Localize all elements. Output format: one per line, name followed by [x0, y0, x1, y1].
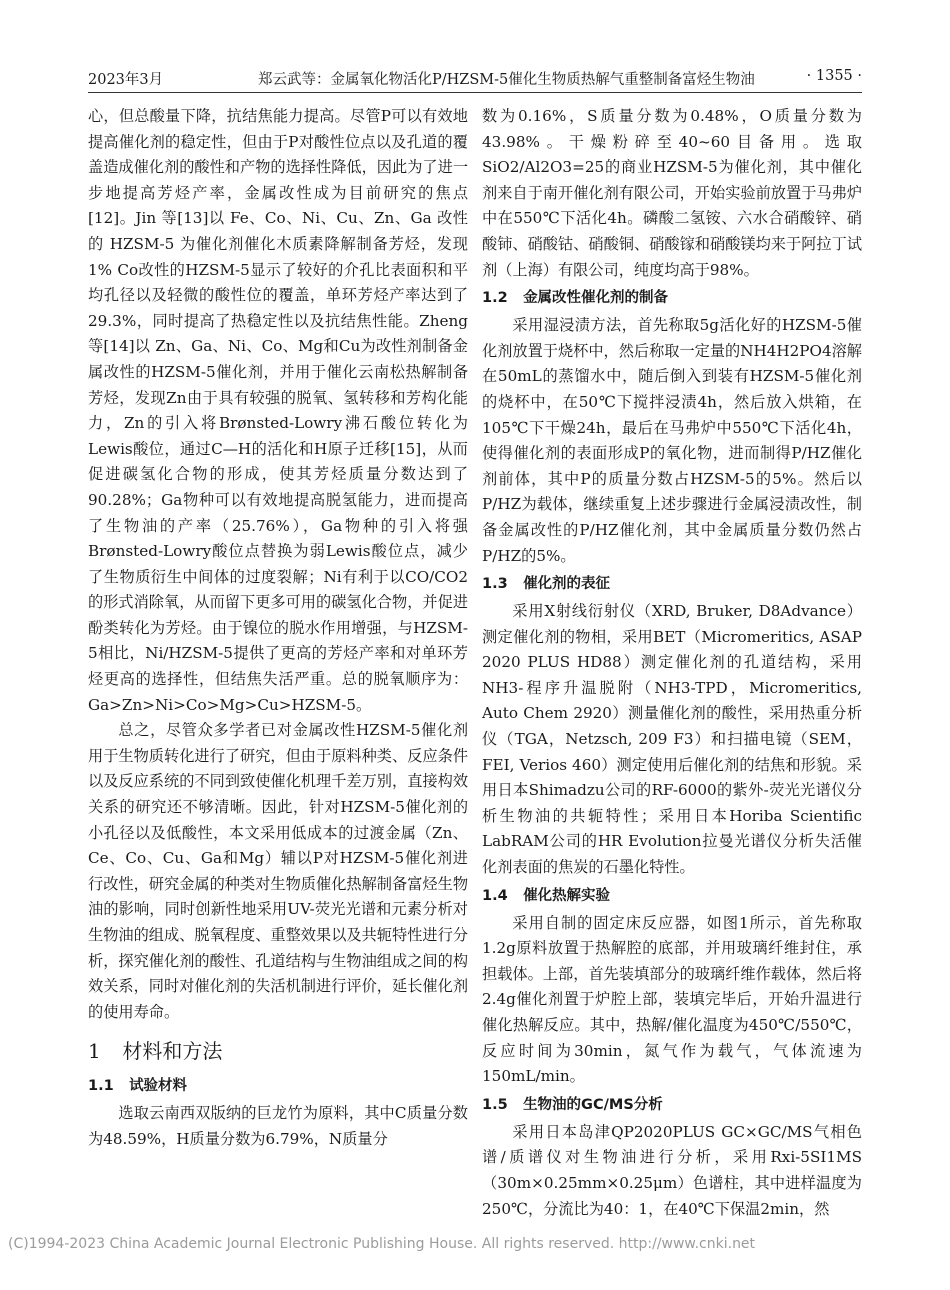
running-header: [88, 64, 862, 93]
subsection-title: 生物油的GC/MS分析: [523, 1096, 663, 1113]
section-heading: [88, 1037, 468, 1065]
right-column: [482, 104, 862, 1222]
subsection-number: 1.2: [482, 290, 508, 307]
paragraph: 总之，尽管众多学者已对金属改性HZSM-5催化剂用于生物质转化进行了研究，但由于原料种类、反应条件以及反应系统的不同到致使催化机理千差万别，直接构效关系的研究还不够清晰。因此，针对HZSM-5催化剂的小孔径以及低酸性，本文采用低成本的过渡金属（Zn、Ce、Co、Cu、Ga和Mg）辅以P对HZSM-5催化剂进行改性，研究金属的种类对生物质催化热解制备富烃生物油的影响，同时创新性地采用UV-荧光光谱和元素分析对生物油的组成、脱氧程度、重整效果以及共轭特性进行分析，探究催化剂的酸性、孔道结构与生物油组成之间的构效关系，同时对催化剂的失活机制进行评价，延长催化剂的使用寿命。: [88, 721, 468, 1021]
subsection-number: 1.5: [482, 1096, 508, 1113]
header-title: 郑云武等：金属氧化物活化P/HZSM-5催化生物质热解气重整制备富烃生物油: [258, 72, 755, 88]
section-number: 1: [88, 1039, 101, 1064]
subsection-title: 催化剂的表征: [523, 576, 611, 593]
paragraph: 采用X射线衍射仪（XRD, Bruker, D8Advance）测定催化剂的物相，采用BET（Micromeritics, ASAP 2020 PLUS HD88）测定催化剂的孔道结构，采用NH3-程序升温脱附（NH3-TPD，Micromeritics, Auto Chem 2920）测量催化剂的酸性，采用热重分析仪（TGA，Netzsch, 209 F3）和扫描电镜（SEM，FEI, Verios 460）测定使用后催化剂的结焦和形貌。采用日本Shimadzu公司的RF-6000的紫外-荧光光谱仪分析生物油的共轭特性；采用日本Horiba Scientific LabRAM公司的HR Evolution拉曼光谱仪分析失活催化剂表面的焦炭的石墨化特性。: [482, 602, 862, 877]
paragraph: 心，但总酸量下降，抗结焦能力提高。尽管P可以有效地提高催化剂的稳定性，但由于P对酸性位点以及孔道的覆盖造成催化剂的酸性和产物的选择性降低，因此为了进一步地提高芳烃产率，金属改性成为目前研究的焦点[12]。Jin 等[13]以 Fe、Co、Ni、Cu、Zn、Ga 改性的 HZSM-5 为催化剂催化木质素降解制备芳烃，发现1% Co改性的HZSM-5显示了较好的介孔比表面积和平均孔径以及轻微的酸性位的覆盖，单环芳烃产率达到了29.3%，同时提高了热稳定性以及抗结焦性能。Zheng 等[14]以 Zn、Ga、Ni、Co、Mg和Cu为改性剂制备金属改性的HZSM-5催化剂，并用于催化云南松热解制备芳烃，发现Zn由于具有较强的脱氧、氢转移和芳构化能力，Zn的引入将Brønsted-Lowry沸石酸位转化为Lewis酸位，通过C—H的活化和H原子迁移[15]，从而促进碳氢化合物的形成，使其芳烃质量分数达到了90.28%；Ga物种可以有效地提高脱氢能力，进而提高了生物油的产率（25.76%），Ga物种的引入将强Brønsted-Lowry酸位点替换为弱Lewis酸位点，减少了生物质衍生中间体的过度裂解；Ni有利于以CO/CO2的形式消除氧，从而留下更多可用的碳氢化合物，并促进酚类转化为芳烃。由于镍位的脱水作用增强，与HZSM-5相比，Ni/HZSM-5提供了更高的芳烃产率和对单环芳烃更高的选择性，但结焦失活严重。总的脱氧顺序为：Ga>Zn>Ni>Co>Mg>Cu>HZSM-5。: [88, 107, 468, 714]
paragraph: 采用日本岛津QP2020PLUS GC×GC/MS气相色谱/质谱仪对生物油进行分析，采用Rxi-5SI1MS（30m×0.25mm×0.25μm）色谱柱，其中进样温度为250℃，分流比为40：1，在40℃下保温2min，然: [482, 1122, 862, 1218]
subsection-heading: [482, 1092, 862, 1118]
subsection-heading: [482, 571, 862, 597]
subsection-title: 试验材料: [129, 1078, 188, 1095]
subsection-number: 1.3: [482, 576, 508, 593]
section-title: 材料和方法: [122, 1039, 223, 1064]
subsection-title: 催化热解实验: [523, 887, 611, 904]
paragraph: 数为0.16%，S质量分数为0.48%，O质量分数为43.98%。干燥粉碎至40~60目备用。选取SiO2/Al2O3=25的商业HZSM-5为催化剂，其中催化剂来自于南开催化剂有限公司，开始实验前放置于马弗炉中在550℃下活化4h。磷酸二氢铵、六水合硝酸锌、硝酸铈、硝酸钴、硝酸铜、硝酸镓和硝酸镁均来于阿拉丁试剂（上海）有限公司，纯度均高于98%。: [482, 107, 862, 279]
copyright-footer: (C)1994-2023 China Academic Journal Electronic Publishing House. All rights reserved. http://www.cnki.net: [8, 1236, 756, 1252]
subsection-number: 1.1: [88, 1078, 114, 1095]
subsection-title: 金属改性催化剂的制备: [523, 290, 669, 307]
subsection-heading: [88, 1073, 468, 1099]
paragraph: 采用湿浸渍方法，首先称取5g活化好的HZSM-5催化剂放置于烧杯中，然后称取一定量的NH4H2PO4溶解在50mL的蒸馏水中，随后倒入到装有HZSM-5催化剂的烧杯中，在50℃下搅拌浸渍4h，然后放入烘箱，在105℃下干燥24h，最后在马弗炉中550℃下活化4h，使得催化剂的表面形成P的氧化物，进而制得P/HZ催化剂前体，其中P的质量分数占HZSM-5的5%。然后以P/HZ为载体，继续重复上述步骤进行金属浸渍改性，制备金属改性的P/HZ催化剂，其中金属质量分数仍然占P/HZ的5%。: [482, 316, 862, 565]
subsection-heading: [482, 285, 862, 311]
subsection-number: 1.4: [482, 887, 508, 904]
header-date: 2023年3月: [88, 72, 164, 88]
paragraph: 选取云南西双版纳的巨龙竹为原料，其中C质量分数为48.59%，H质量分数为6.79%，N质量分: [88, 1104, 468, 1148]
left-column: [88, 104, 468, 1153]
subsection-heading: [482, 883, 862, 909]
paragraph: 采用自制的固定床反应器，如图1所示，首先称取1.2g原料放置于热解腔的底部，并用玻璃纤维封住，承担载体。上部，首先装填部分的玻璃纤维作载体，然后将2.4g催化剂置于炉腔上部，装填完毕后，开始升温进行催化热解反应。其中，热解/催化温度为450℃/550℃，反应时间为30min，氮气作为载气，气体流速为150mL/min。: [482, 913, 862, 1086]
header-page-number: · 1355 ·: [806, 68, 862, 84]
